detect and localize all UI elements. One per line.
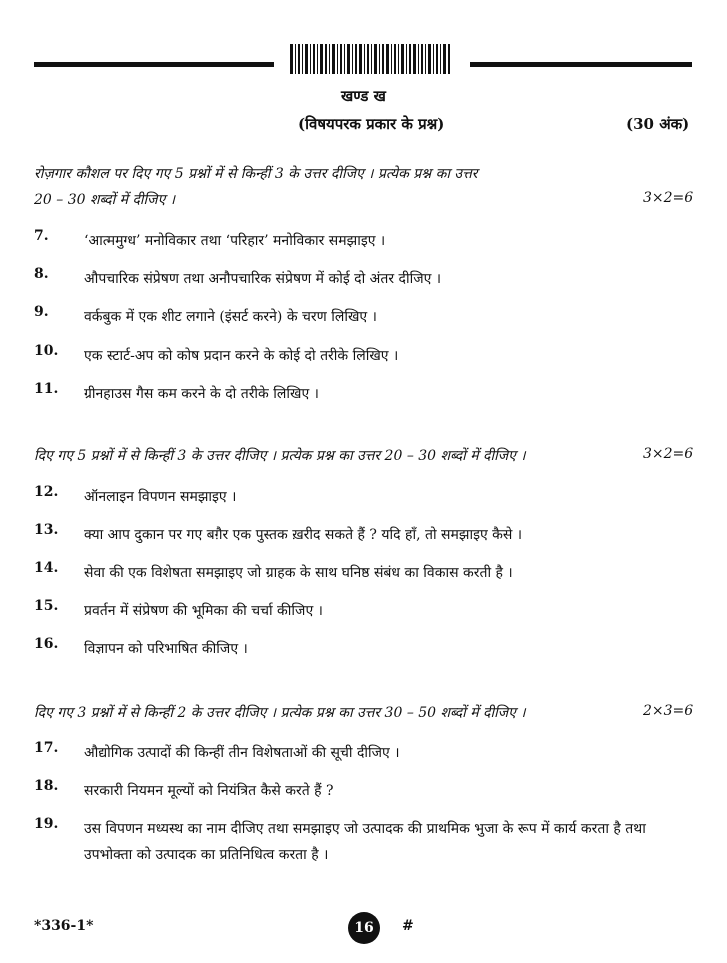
question-text: विज्ञापन को परिभाषित कीजिए ।: [84, 641, 248, 657]
group1-instruction-line1: रोज़गार कौशल पर दिए गए 5 प्रश्नों में से किन्हीं 3 के उत्तर दीजिए । प्रत्येक प्रश्न का उत्तर: [34, 166, 478, 182]
question-number: 17.: [34, 740, 59, 756]
question-text: एक स्टार्ट-अप को कोष प्रदान करने के कोई दो तरीके लिखिए ।: [84, 348, 399, 364]
question-text: औद्योगिक उत्पादों की किन्हीं तीन विशेषताओं की सूची दीजिए ।: [84, 745, 400, 761]
page-number-badge: 16: [348, 912, 380, 944]
top-rule-right: [470, 62, 692, 67]
question-text: उस विपणन मध्यस्थ का नाम दीजिए तथा समझाइए जो उत्पादक की प्राथमिक भुजा के रूप में कार्य करता है तथा उपभोक्ता को उत्पादक का प्रतिनिधित्व करता है ।: [84, 821, 646, 863]
question-number: 13.: [34, 522, 59, 538]
question-number: 15.: [34, 598, 59, 614]
question-number: 16.: [34, 636, 59, 652]
question-text: प्रवर्तन में संप्रेषण की भूमिका की चर्चा कीजिए ।: [84, 603, 323, 619]
question-number: 18.: [34, 778, 59, 794]
section-subtitle: (विषयपरक प्रकार के प्रश्न): [298, 115, 445, 133]
question-number: 19.: [34, 816, 59, 832]
group3-marks: 2×3=6: [643, 703, 694, 719]
question-number: 14.: [34, 560, 59, 576]
question-text: सरकारी नियमन मूल्यों को नियंत्रित कैसे करते हैं ?: [84, 783, 334, 799]
barcode: [290, 44, 450, 74]
question-number: 7.: [34, 228, 49, 244]
question-number: 12.: [34, 484, 59, 500]
section-title: खण्ड ख: [341, 87, 386, 105]
group3-instruction: दिए गए 3 प्रश्नों में से किन्हीं 2 के उत्तर दीजिए । प्रत्येक प्रश्न का उत्तर 30 – 50 शब्दों में दीजिए ।: [34, 705, 526, 721]
question-number: 11.: [34, 381, 59, 397]
paper-code: *336-1*: [34, 918, 94, 934]
question-number: 10.: [34, 343, 59, 359]
question-text: औपचारिक संप्रेषण तथा अनौपचारिक संप्रेषण में कोई दो अंतर दीजिए ।: [84, 271, 442, 287]
question-number: 9.: [34, 304, 49, 320]
question-text: सेवा की एक विशेषता समझाइए जो ग्राहक के साथ घनिष्ठ संबंध का विकास करती है ।: [84, 565, 513, 581]
section-marks: (30 अंक): [626, 115, 690, 133]
question-text: ऑनलाइन विपणन समझाइए ।: [84, 489, 237, 505]
question-text: वर्कबुक में एक शीट लगाने (इंसर्ट करने) के चरण लिखिए ।: [84, 309, 377, 325]
group1-instruction-line2: 20 – 30 शब्दों में दीजिए ।: [34, 192, 176, 208]
hash-mark: #: [402, 918, 414, 934]
question-text: ‘आत्ममुग्ध’ मनोविकार तथा ‘परिहार’ मनोविकार समझाइए ।: [84, 233, 386, 249]
group2-instruction: दिए गए 5 प्रश्नों में से किन्हीं 3 के उत्तर दीजिए । प्रत्येक प्रश्न का उत्तर 20 – 30 शब्दों में दीजिए ।: [34, 448, 526, 464]
top-rule-left: [34, 62, 274, 67]
question-text: क्या आप दुकान पर गए बग़ैर एक पुस्तक ख़रीद सकते हैं ? यदि हाँ, तो समझाइए कैसे ।: [84, 527, 523, 543]
question-number: 8.: [34, 266, 49, 282]
question-text: ग्रीनहाउस गैस कम करने के दो तरीके लिखिए ।: [84, 386, 319, 402]
group1-marks: 3×2=6: [643, 190, 694, 206]
group2-marks: 3×2=6: [643, 446, 694, 462]
